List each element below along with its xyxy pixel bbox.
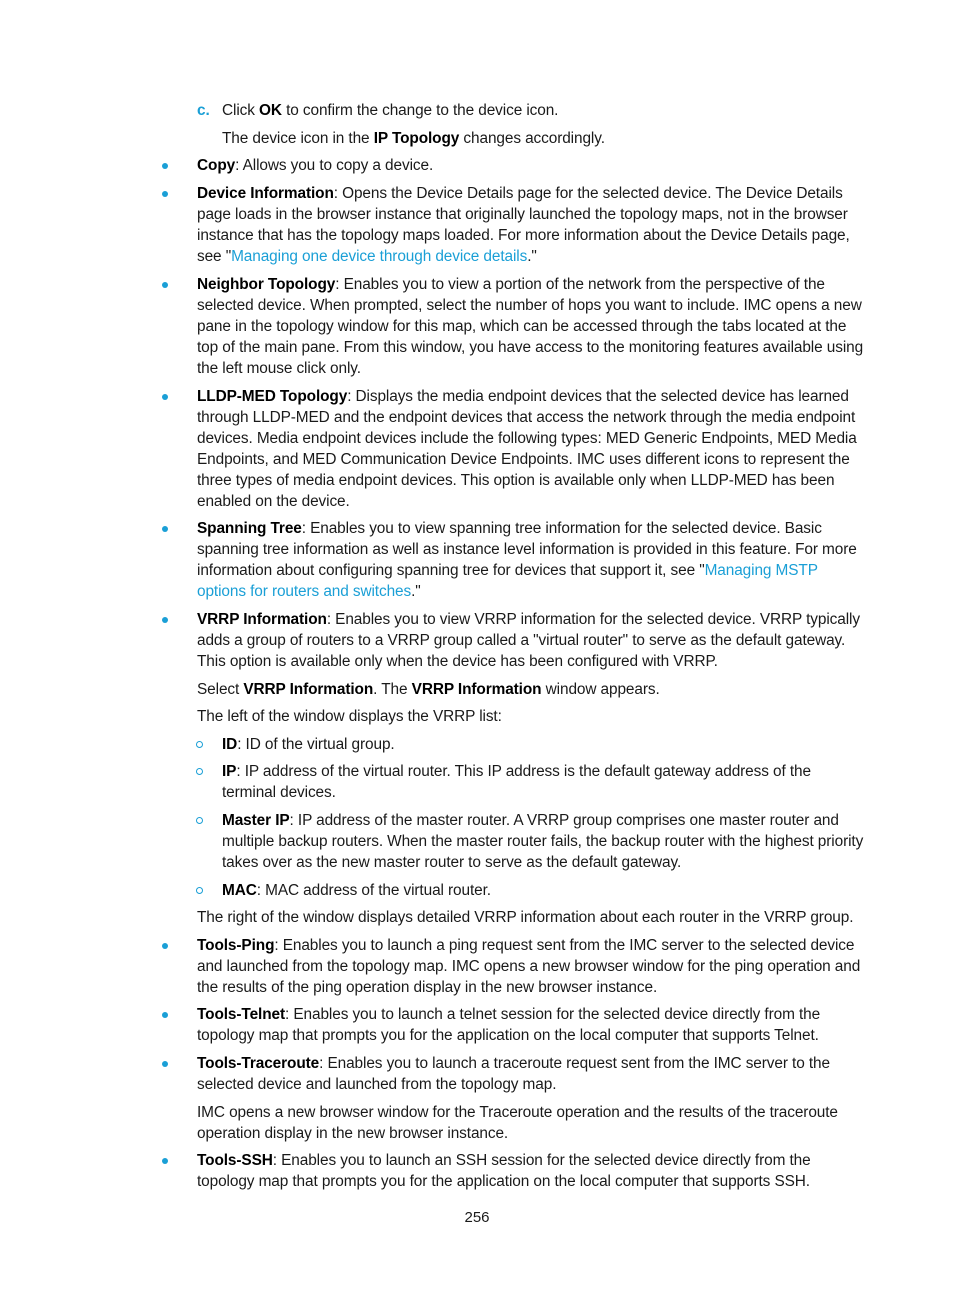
neighbor-topology-item: Neighbor Topology: Enables you to view a portion of the network from the perspective of the selected device. When prompted, select the number of hops you want to include. IMC opens a new pane in the topology window for this map, which can be accessed through the tabs located at the top of the main pane. From this window, you have access to the monitoring features available using the left mouse click only. [197,276,864,377]
tools-telnet-item: Tools-Telnet: Enables you to launch a telnet session for the selected device directly from the topology map that prompts you for the application on the local computer that supports Telnet. [197,1006,821,1044]
bullet-icon [162,943,168,949]
vrrp-right-text: The right of the window displays detailed VRRP information about each router in the VRRP group. [197,909,854,926]
lldp-med-topology-item: LLDP-MED Topology: Displays the media endpoint devices that the selected device has learned through LLDP-MED and the endpoint devices that access the network through the media endpoint devices. Media endpoint devices include the following types: MED Generic Endpoints, MED Media Endpoints, and MED Communication Device Endpoints. IMC uses different icons to represent the three types of media endpoint devices. This option is available only when LLDP-MED has been enabled on the device. [197,388,857,510]
bullet-icon [162,617,168,623]
sub-bullet-icon [196,887,203,894]
step-c-text: Click OK to confirm the change to the device icon. [222,102,559,119]
vrrp-list-item-mac: MAC: MAC address of the virtual router. [222,882,491,899]
page-number: 256 [464,1209,490,1226]
managing-one-device-link[interactable]: Managing one device through device details [231,248,528,265]
bullet-icon [162,1061,168,1067]
sub-bullet-icon [196,741,203,748]
spanning-tree-item: Spanning Tree: Enables you to view spanning tree information for the selected device. Basic spanning tree information as well as instance level information is provided in this feature. For more information about configuring spanning tree for devices that support it, see "Managing MSTP options for routers and switches." [197,520,857,600]
step-letter: c. [197,102,210,119]
vrrp-information-item: VRRP Information: Enables you to view VRRP information for the selected device. VRRP typically adds a group of routers to a VRRP group called a "virtual router" to serve as the default gateway. This option is available only when the device has been configured with VRRP. [197,611,860,670]
bullet-icon [162,526,168,532]
device-information-item: Device Information: Opens the Device Details page for the selected device. The Device Details page loads in the browser instance that originally launched the topology maps, not in the browser instance that has the topology maps loaded. For more information about the Device Details page, see "Managing one device through device details." [197,185,850,265]
vrrp-select-text: Select VRRP Information. The VRRP Information window appears. [197,681,660,698]
managing-mstp-link[interactable]: Managing MSTP options for routers and switches [197,562,818,600]
vrrp-list-intro: The left of the window displays the VRRP list: [197,708,502,725]
bullet-icon [162,191,168,197]
tools-ssh-item: Tools-SSH: Enables you to launch an SSH session for the selected device directly from the topology map that prompts you for the application on the local computer that supports SSH. [197,1152,811,1190]
bullet-icon [162,1012,168,1018]
vrrp-list-item-id: ID: ID of the virtual group. [222,736,395,753]
copy-item: Copy: Allows you to copy a device. [197,157,434,174]
tools-ping-item: Tools-Ping: Enables you to launch a ping request sent from the IMC server to the selected device and launched from the topology map. IMC opens a new browser window for the ping operation and the results of the ping operation display in the new browser instance. [197,937,861,996]
bullet-icon [162,1158,168,1164]
bullet-icon [162,282,168,288]
vrrp-list-item-ip: IP: IP address of the virtual router. This IP address is the default gateway address of the terminal devices. [222,763,811,801]
bullet-icon [162,394,168,400]
sub-bullet-icon [196,817,203,824]
traceroute-paragraph: IMC opens a new browser window for the Traceroute operation and the results of the traceroute operation display in the new browser instance. [197,1104,838,1142]
step-c-note: The device icon in the IP Topology changes accordingly. [222,130,605,147]
bullet-icon [162,163,168,169]
tools-traceroute-item: Tools-Traceroute: Enables you to launch a traceroute request sent from the IMC server to the selected device and launched from the topology map. [197,1055,830,1093]
sub-bullet-icon [196,768,203,775]
vrrp-list-item-master-ip: Master IP: IP address of the master router. A VRRP group comprises one master router and multiple backup routers. When the master router fails, the backup router with the highest priority takes over as the new master router to serve as the default gateway. [222,812,864,871]
